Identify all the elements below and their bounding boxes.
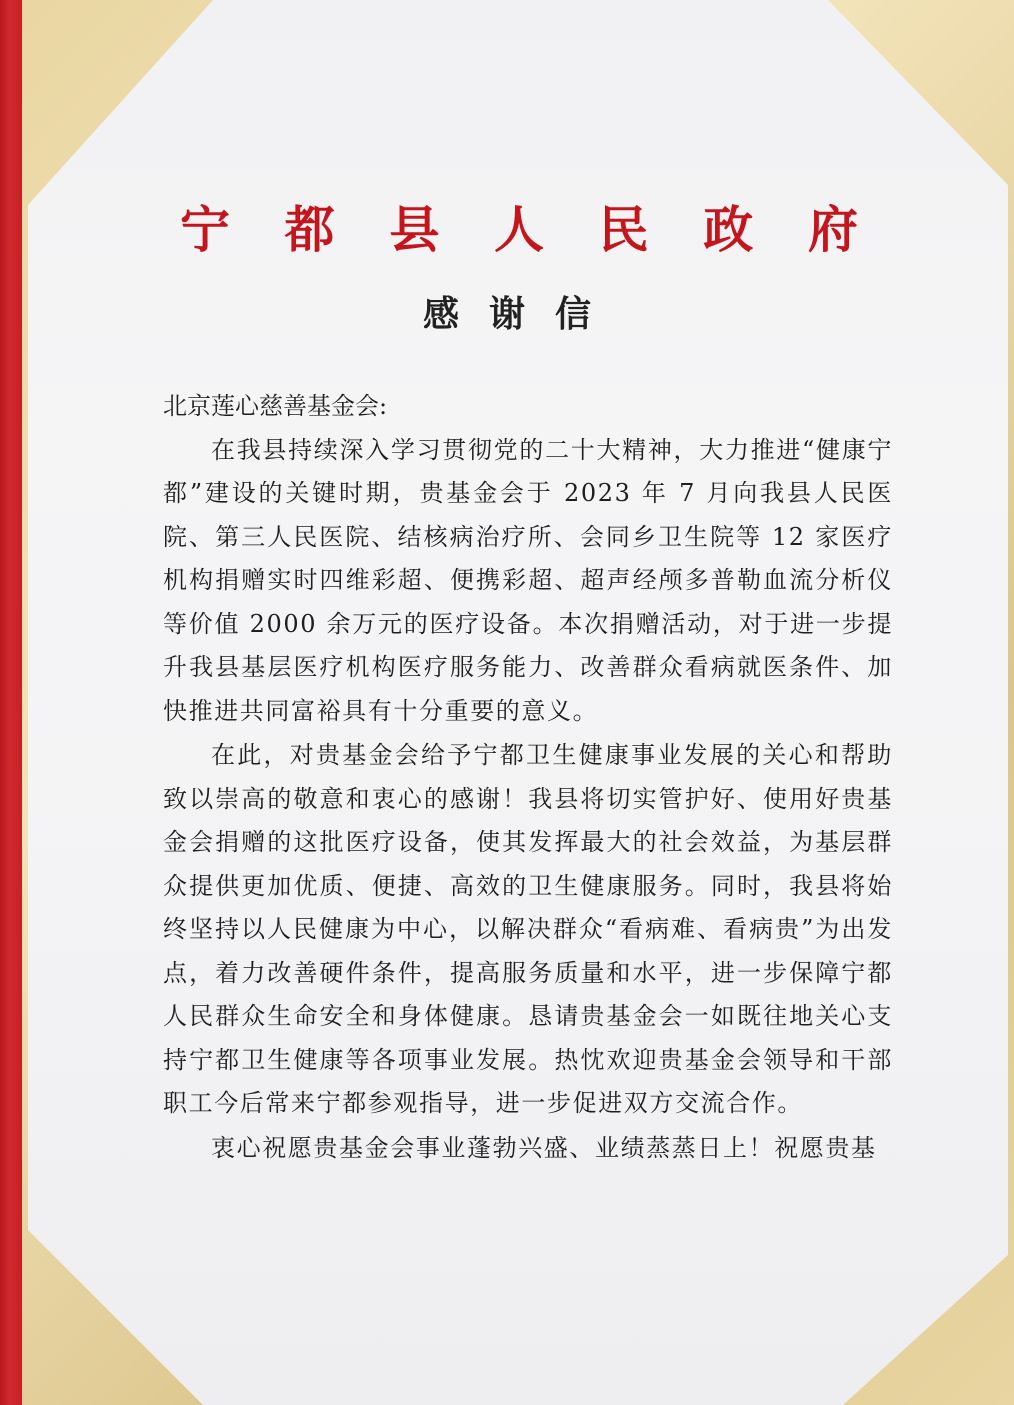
issuer-char: 政 (703, 200, 756, 259)
paragraph-2: 在此，对贵基金会给予宁都卫生健康事业发展的关心和帮助致以崇高的敬意和衷心的感谢！我县将切实管护好、使用好贵基金会捐赠的这批医疗设备，使其发挥最大的社会效益，为基层群众提供更加优质、便捷、高效的卫生健康服务。同时，我县将始终坚持以人民健康为中心，以解决群众“看病难、看病贵”为出发点，着力改善硬件条件，提高服务质量和水平，进一步保障宁都人民群众生命安全和身体健康。恳请贵基金会一如既往地关心支持宁都卫生健康等各项事业发展。热忱欢迎贵基金会领导和干部职工今后常来宁都参观指导，进一步促进双方交流合作。 (163, 741, 893, 1117)
paragraph-3: 衷心祝愿贵基金会事业蓬勃兴盛、业绩蒸蒸日上！祝愿贵基 (211, 1133, 877, 1162)
issuer-char: 府 (807, 200, 860, 259)
paragraph-1: 在我县持续深入学习贯彻党的二十大精神，大力推进“健康宁都”建设的关键时期，贵基金会于 2023 年 7 月向我县人民医院、第三人民医院、结核病治疗所、会同乡卫生院等 12 家医疗机构捐赠实时四维彩超、便携彩超、超声经颅多普勒血流分析仪等价值 2000 余万元的医疗设备。本次捐赠活动，对于进一步提升我县基层医疗机构医疗服务能力、改善群众看病就医条件、加快推进共同富裕具有十分重要的意义。 (163, 435, 893, 725)
letter-body (163, 385, 893, 1170)
letter-title: 感谢信 (422, 293, 621, 335)
issuer-heading (180, 190, 860, 262)
issuer-char: 宁 (180, 200, 232, 259)
issuer-char: 人 (493, 200, 546, 259)
salutation: 北京莲心慈善基金会: (163, 392, 388, 420)
issuer-char: 民 (598, 200, 651, 259)
issuer-char: 都 (284, 200, 337, 259)
issuer-char: 县 (389, 200, 442, 259)
